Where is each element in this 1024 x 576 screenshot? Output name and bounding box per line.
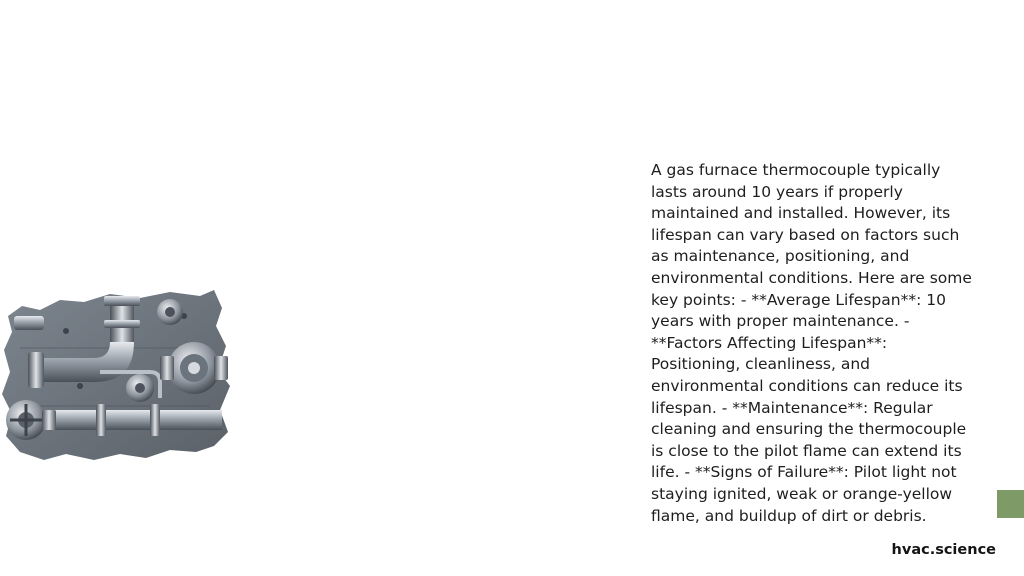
furnace-piping-illustration bbox=[0, 286, 236, 462]
site-name: hvac.science bbox=[891, 542, 996, 558]
article-text: A gas furnace thermocouple typically lasts around 10 years if properly maintained and installed. However, its lifespan can vary based on factors such as maintenance, positioning, and environmental conditions. Here are some key points: - **Average Lifespan**: 10 years with proper maintenance. - **Factors Affecting Lifespan**: Positioning, cleanliness, and environmental conditions can reduce its lifespan. - **Maintenance**: Regular cleaning and ensuring the thermocouple is close to the pilot flame can extend its life. - **Signs of Failure**: Pilot light not staying ignited, weak or orange-yellow flame, and buildup of dirt or debris. bbox=[651, 161, 972, 525]
furnace-piping-icon bbox=[0, 286, 236, 462]
accent-block bbox=[997, 490, 1024, 518]
